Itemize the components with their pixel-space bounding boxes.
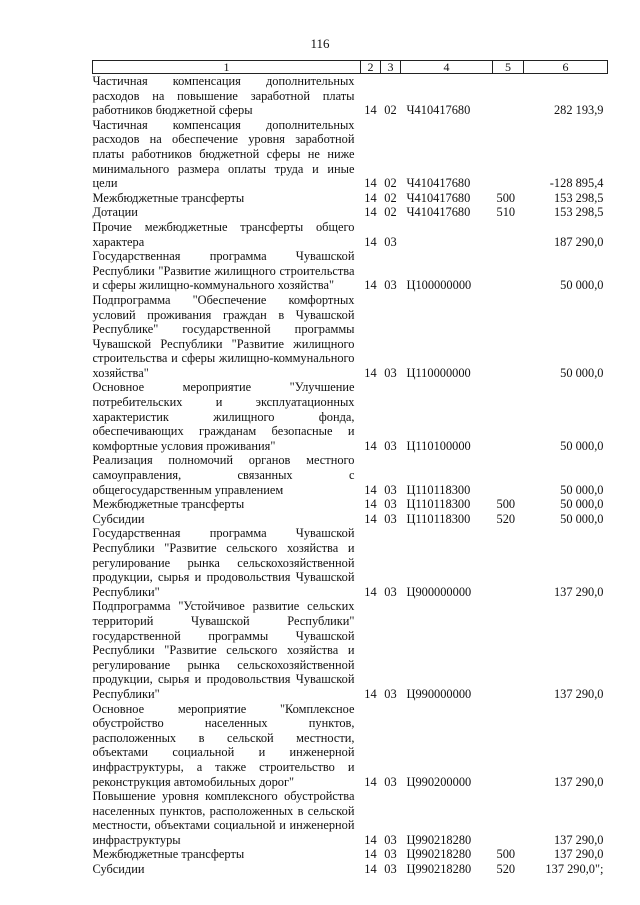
target-article-cell: Ц110000000: [406, 365, 471, 380]
expense-type-cell: [493, 789, 524, 847]
amount-cell: 137 290,0: [553, 847, 604, 862]
expense-type-cell: [493, 118, 524, 191]
section-code-cell: 14: [364, 497, 377, 512]
table-row: [93, 526, 608, 599]
expense-type-cell: [493, 380, 524, 453]
subsection-code-cell: 02: [384, 103, 397, 118]
column-header-3: 3: [381, 61, 401, 74]
amount-cell: 137 290,0: [553, 774, 604, 789]
amount-cell: -128 895,4: [549, 176, 604, 191]
section-code-cell: 14: [364, 190, 377, 205]
row-name-cell: Частичная компенсация дополнительных расходов на обеспечение уровня заработной платы работников бюджетной сферы не ниже минимального размера оплаты труда и иные цели: [92, 117, 355, 191]
row-name-cell: Подпрограмма "Обеспечение комфортных условий проживания граждан в Чувашской Республике" государственной программы Чувашской Республики "Развитие жилищного строительства и сферы жилищно-коммунального хозяйства": [92, 292, 355, 380]
section-code-cell: 14: [364, 438, 377, 453]
row-name-cell: Основное мероприятие "Улучшение потребительских и эксплуатационных характеристик жилищного фонда, обеспечивающих гражданам безопасные и комфортные условия проживания": [92, 380, 355, 453]
table-row: [93, 191, 608, 206]
section-code-cell: 14: [364, 234, 377, 249]
subsection-code-cell: 03: [384, 832, 397, 847]
amount-cell: 187 290,0: [553, 234, 604, 249]
target-article-cell: Ц990000000: [406, 686, 472, 701]
target-article-cell: [401, 220, 493, 249]
subsection-code-cell: 03: [384, 497, 397, 512]
amount-cell: 50 000,0: [560, 482, 604, 497]
target-article-cell: Ц900000000: [406, 584, 472, 599]
target-article-cell: Ч410417680: [406, 103, 471, 118]
target-article-cell: Ц110100000: [406, 438, 471, 453]
amount-cell: 153 298,5: [553, 190, 604, 205]
row-name-cell: Государственная программа Чувашской Республики "Развитие сельского хозяйства и регулирование рынка сельскохозяйственной продукции, сырья и продовольствия Чувашской Республики": [92, 526, 355, 599]
expense-type-cell: [493, 702, 524, 790]
amount-cell: 50 000,0: [560, 365, 604, 380]
target-article-cell: Ц990218280: [406, 832, 472, 847]
amount-cell: 50 000,0: [560, 511, 604, 526]
section-code-cell: 14: [364, 278, 377, 293]
table-row: [93, 220, 608, 249]
expense-type-cell: 500: [496, 497, 516, 512]
section-code-cell: 14: [364, 774, 377, 789]
subsection-code-cell: 03: [384, 438, 397, 453]
section-code-cell: 14: [364, 176, 377, 191]
subsection-code-cell: 03: [384, 511, 397, 526]
section-code-cell: 14: [364, 482, 377, 497]
expense-type-cell: [493, 453, 524, 497]
subsection-code-cell: 02: [384, 176, 397, 191]
expense-type-cell: 500: [496, 190, 516, 205]
row-name-cell: Субсидии: [92, 511, 145, 526]
table-row: [93, 862, 608, 877]
subsection-code-cell: 03: [384, 686, 397, 701]
header-row: [93, 61, 608, 74]
table-header: [93, 61, 608, 74]
expense-type-cell: [493, 220, 524, 249]
target-article-cell: Ч410417680: [406, 176, 471, 191]
section-code-cell: 14: [364, 103, 377, 118]
table-row: [93, 453, 608, 497]
row-name-cell: Частичная компенсация дополнительных расходов на повышение заработной платы работников бюджетной сферы: [92, 74, 355, 118]
target-article-cell: Ч410417680: [406, 190, 471, 205]
amount-cell: 153 298,5: [553, 205, 604, 220]
expense-type-cell: 500: [496, 847, 516, 862]
subsection-code-cell: 03: [384, 774, 397, 789]
row-name-cell: Государственная программа Чувашской Республики "Развитие жилищного строительства и сферы жилищно-коммунального хозяйства": [92, 249, 355, 293]
amount-cell: 50 000,0: [560, 497, 604, 512]
table-row: [93, 249, 608, 293]
amount-cell: 137 290,0: [553, 832, 604, 847]
section-code-cell: 14: [364, 511, 377, 526]
table-body: [93, 74, 608, 877]
subsection-code-cell: 03: [384, 278, 397, 293]
amount-cell: 50 000,0: [560, 438, 604, 453]
target-article-cell: Ц990200000: [406, 774, 472, 789]
target-article-cell: Ч410417680: [406, 205, 471, 220]
target-article-cell: Ц990218280: [406, 862, 472, 877]
table-row: [93, 74, 608, 118]
row-name-cell: Повышение уровня комплексного обустройства населенных пунктов, расположенных в сельской местности, объектами социальной и инженерной инфраструктуры: [92, 789, 355, 847]
section-code-cell: 14: [364, 584, 377, 599]
amount-cell: 50 000,0: [560, 278, 604, 293]
row-name-cell: Межбюджетные трансферты: [92, 497, 245, 512]
row-name-cell: Межбюджетные трансферты: [92, 190, 245, 205]
amount-cell: 282 193,9: [553, 103, 604, 118]
subsection-code-cell: 03: [384, 584, 397, 599]
subsection-code-cell: 03: [384, 234, 397, 249]
subsection-code-cell: 03: [384, 365, 397, 380]
subsection-code-cell: 03: [384, 862, 397, 877]
subsection-code-cell: 02: [384, 190, 397, 205]
column-header-1: 1: [93, 61, 361, 74]
section-code-cell: 14: [364, 365, 377, 380]
row-name-cell: Субсидии: [92, 862, 145, 877]
table-row: [93, 118, 608, 191]
table-row: [93, 512, 608, 527]
expense-type-cell: [493, 249, 524, 293]
section-code-cell: 14: [364, 847, 377, 862]
section-code-cell: 14: [364, 862, 377, 877]
column-header-6: 6: [524, 61, 608, 74]
target-article-cell: Ц110118300: [406, 497, 471, 512]
row-name-cell: Дотации: [92, 205, 138, 220]
table-row: [93, 789, 608, 847]
target-article-cell: Ц110118300: [406, 482, 471, 497]
subsection-code-cell: 03: [384, 847, 397, 862]
amount-cell: 137 290,0: [553, 686, 604, 701]
row-name-cell: Межбюджетные трансферты: [92, 847, 245, 862]
row-name-cell: Основное мероприятие "Комплексное обустройство населенных пунктов, расположенных в сельской местности, объектами социальной и инженерной инфраструктуры, а также строительство и реконструкция автомобильных дорог": [92, 701, 355, 789]
amount-cell: 137 290,0: [553, 584, 604, 599]
subsection-code-cell: 03: [384, 482, 397, 497]
expense-type-cell: [493, 293, 524, 381]
row-name-cell: Подпрограмма "Устойчивое развитие сельских территорий Чувашской Республики" государственной программы Чувашской Республики "Развитие сельского хозяйства и регулирование рынка сельскохозяйственной продукции, сырья и продовольствия Чувашской Республики": [92, 599, 355, 701]
table-row: [93, 702, 608, 790]
section-code-cell: 14: [364, 205, 377, 220]
expense-type-cell: [493, 599, 524, 701]
table-row: [93, 847, 608, 862]
budget-table: [92, 60, 608, 877]
row-name-cell: Прочие межбюджетные трансферты общего характера: [92, 219, 355, 249]
table-row: [93, 205, 608, 220]
table-row: [93, 599, 608, 701]
expense-type-cell: 520: [496, 862, 516, 877]
expense-type-cell: 520: [496, 511, 516, 526]
expense-type-cell: 510: [496, 205, 516, 220]
subsection-code-cell: 02: [384, 205, 397, 220]
expense-type-cell: [493, 74, 524, 118]
target-article-cell: Ц990218280: [406, 847, 472, 862]
section-code-cell: 14: [364, 686, 377, 701]
table-row: [93, 497, 608, 512]
target-article-cell: Ц110118300: [406, 511, 471, 526]
row-name-cell: Реализация полномочий органов местного самоуправления, связанных с общегосударственным управлением: [92, 453, 355, 497]
target-article-cell: Ц100000000: [406, 278, 472, 293]
table-row: [93, 293, 608, 381]
column-header-2: 2: [361, 61, 381, 74]
page-number: 116: [310, 36, 330, 51]
expense-type-cell: [493, 526, 524, 599]
table-row: [93, 380, 608, 453]
column-header-5: 5: [493, 61, 524, 74]
section-code-cell: 14: [364, 832, 377, 847]
column-header-4: 4: [401, 61, 493, 74]
amount-cell: 137 290,0";: [545, 862, 604, 877]
